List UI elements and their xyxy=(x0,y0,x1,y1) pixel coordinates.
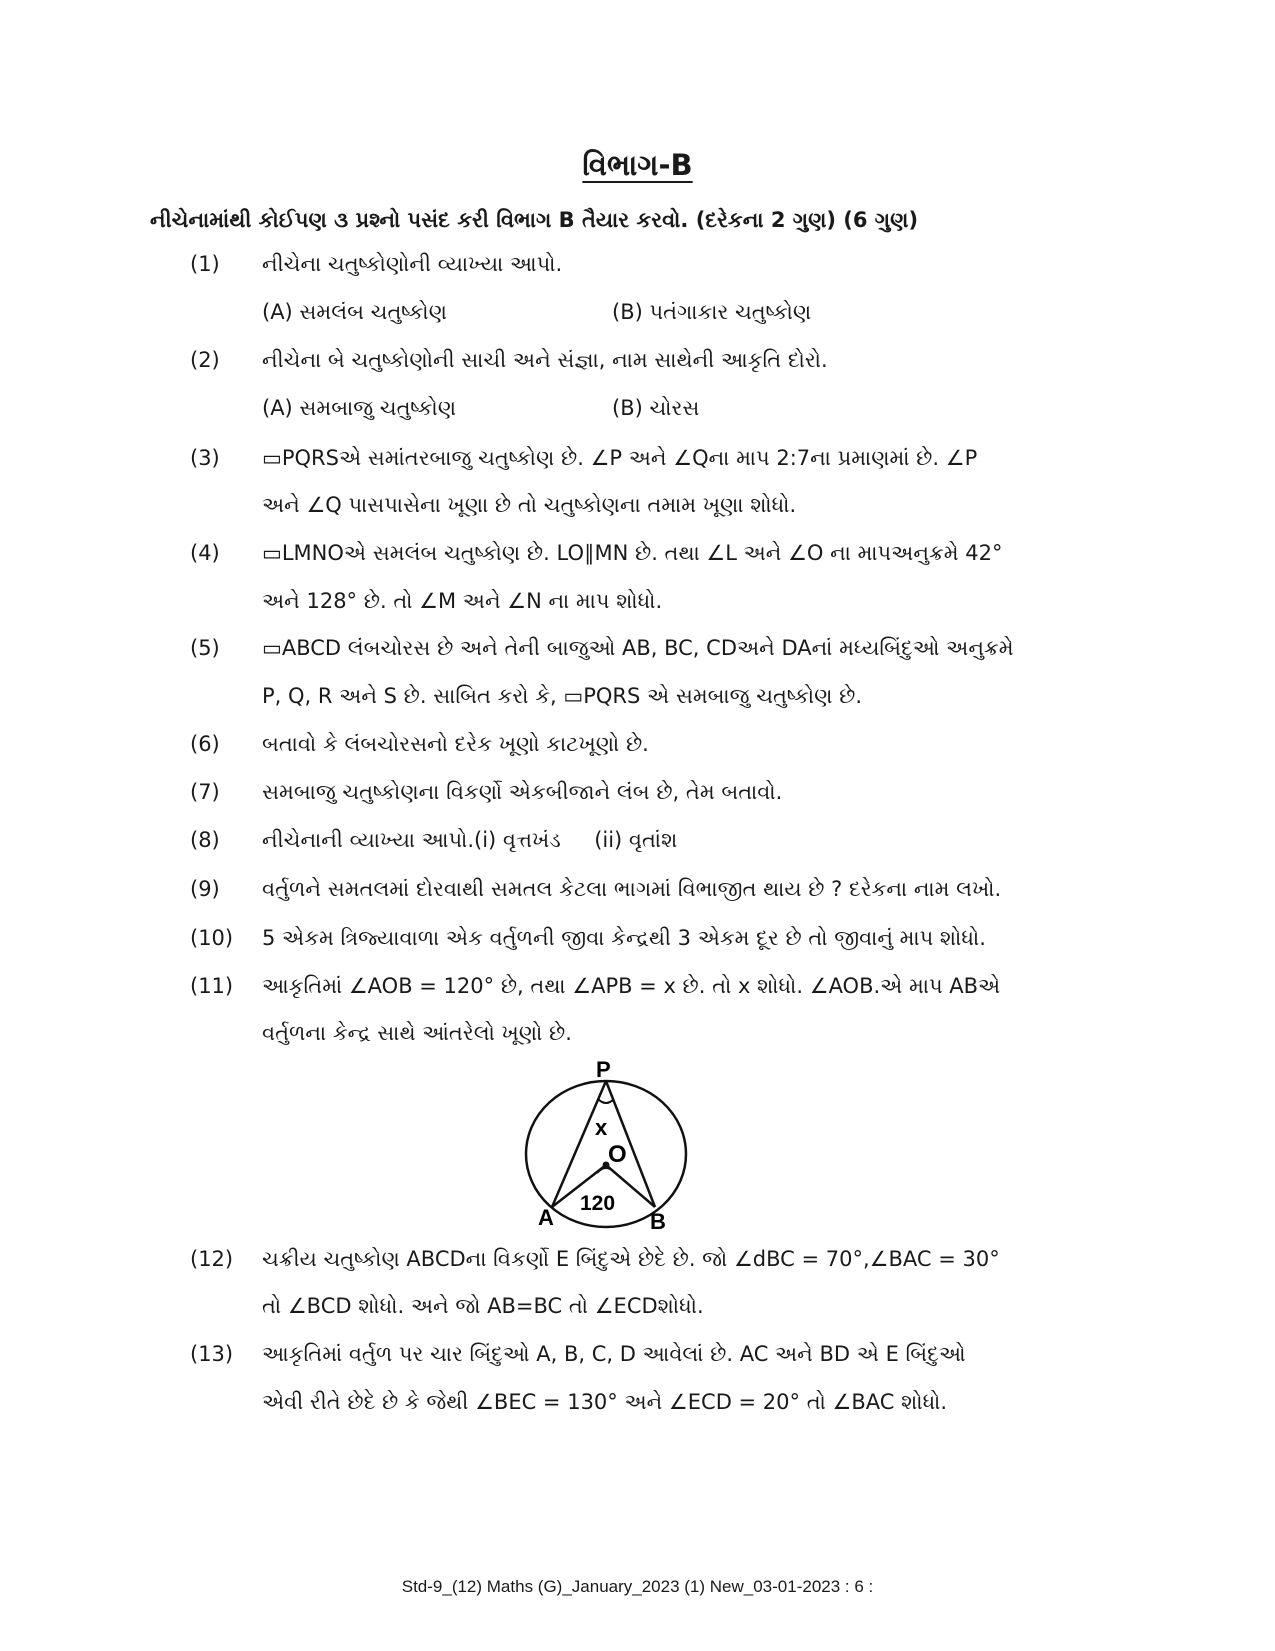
question-text: ▭ABCD લંબચોરસ છે અને તેની બાજુઓ AB, BC, CDઅને DAનાં મધ્યબિંદુઓ અનુક્રમે xyxy=(262,636,1014,660)
question-text: નીચેના ચતુષ્કોણોની વ્યાખ્યા આપો. xyxy=(262,252,563,276)
label-p: P xyxy=(596,1057,611,1082)
option-b: (B) ચોરસ xyxy=(612,396,700,420)
question-number: (10) xyxy=(190,926,234,950)
angle-arc-p xyxy=(598,1099,614,1103)
figure-geometry xyxy=(510,1055,710,1235)
question-number: (12) xyxy=(190,1247,234,1271)
question-text: વર્તુળને સમતલમાં દોરવાથી સમતલ કેટલા ભાગમાં વિભાજીત થાય છે ? દરેકના નામ લખો. xyxy=(262,877,1002,901)
section-title-text: વિભાગ-B xyxy=(582,148,693,182)
question-text: ▭LMNOએ સમલંબ ચતુષ્કોણ છે. LO∥MN છે. તથા ∠L અને ∠O ના માપઅનુક્રમે 42° xyxy=(262,541,1003,565)
question-text: P, Q, R અને S છે. સાબિત કરો કે, ▭PQRS એ સમબાજુ ચતુષ્કોણ છે. xyxy=(262,684,863,708)
question-text: ચક્રીય ચતુષ્કોણ ABCDના વિકર્ણો E બિંદુએ છેદે છે. જો ∠dBC = 70°,∠BAC = 30° xyxy=(262,1247,1000,1271)
question-text: 5 એકમ ત્રિજ્યાવાળા એક વર્તુળની જીવા કેન્દ્રથી 3 એકમ દૂર છે તો જીવાનું માપ શોધો. xyxy=(262,926,986,950)
question-number: (7) xyxy=(190,780,220,804)
instructions: નીચેનામાંથી કોઈપણ ૩ પ્રશ્નો પસંદ કરી વિભાગ B તૈયાર કરવો. (દરેકના 2 ગુણ) (6 ગુણ) xyxy=(150,208,919,232)
question-number: (8) xyxy=(190,828,220,852)
question-text: ▭PQRSએ સમાંતરબાજુ ચતુષ્કોણ છે. ∠P અને ∠Qના માપ 2:7ના પ્રમાણમાં છે. ∠P xyxy=(262,446,978,470)
label-angle: 120 xyxy=(580,1192,616,1215)
question-number: (2) xyxy=(190,348,220,372)
question-number: (4) xyxy=(190,541,220,565)
label-x: x xyxy=(595,1115,608,1140)
question-text: સમબાજુ ચતુષ્કોણના વિકર્ણો એકબીજાને લંબ છે, તેમ બતાવો. xyxy=(262,780,783,804)
question-text: આકૃતિમાં ∠AOB = 120° છે, તથા ∠APB = x છે. તો x શોધો. ∠AOB.એ માપ ABએ xyxy=(262,974,1001,998)
question-text: આકૃતિમાં વર્તુળ પર ચાર બિંદુઓ A, B, C, D આવેલાં છે. AC અને BD એ E બિંદુઓ xyxy=(262,1342,966,1366)
question-text: અને ∠Q પાસપાસેના ખૂણા છે તો ચતુષ્કોણના તમામ ખૂણા શોધો. xyxy=(262,493,797,517)
question-number: (5) xyxy=(190,636,220,660)
question-text: એવી રીતે છેદે છે કે જેથી ∠BEC = 130° અને ∠ECD = 20° તો ∠BAC શોધો. xyxy=(262,1390,948,1414)
question-number: (13) xyxy=(190,1342,234,1366)
question-text: નીચેના બે ચતુષ્કોણોની સાચી અને સંજ્ઞા, નામ સાથેની આકૃતિ દોરો. xyxy=(262,348,828,372)
question-text: તો ∠BCD શોધો. અને જો AB=BC તો ∠ECDશોધો. xyxy=(262,1294,704,1318)
label-a: A xyxy=(538,1205,554,1230)
question-number: (9) xyxy=(190,877,220,901)
question-number: (11) xyxy=(190,974,234,998)
question-number: (3) xyxy=(190,446,220,470)
option-a: (A) સમબાજુ ચતુષ્કોણ xyxy=(262,396,457,420)
question-text: નીચેનાની વ્યાખ્યા આપો.(i) વૃત્તખંડ (ii) વૃતાંશ xyxy=(262,828,678,852)
question-number: (6) xyxy=(190,732,220,756)
question-number: (1) xyxy=(190,252,220,276)
question-text: બતાવો કે લંબચોરસનો દરેક ખૂણો કાટખૂણો છે. xyxy=(262,732,649,756)
option-b: (B) પતંગાકાર ચતુષ્કોણ xyxy=(612,300,812,324)
question-text: અને 128° છે. તો ∠M અને ∠N ના માપ શોધો. xyxy=(262,589,663,613)
option-a: (A) સમલંબ ચતુષ્કોણ xyxy=(262,300,447,324)
footer: Std-9_(12) Maths (G)_January_2023 (1) New_03-01-2023 : 6 : xyxy=(401,1577,874,1596)
label-b: B xyxy=(650,1209,666,1234)
section-title xyxy=(0,148,1275,183)
question-text: વર્તુળના કેન્દ્ર સાથે આંતરેલો ખૂણો છે. xyxy=(262,1021,572,1045)
label-o: O xyxy=(608,1141,627,1168)
